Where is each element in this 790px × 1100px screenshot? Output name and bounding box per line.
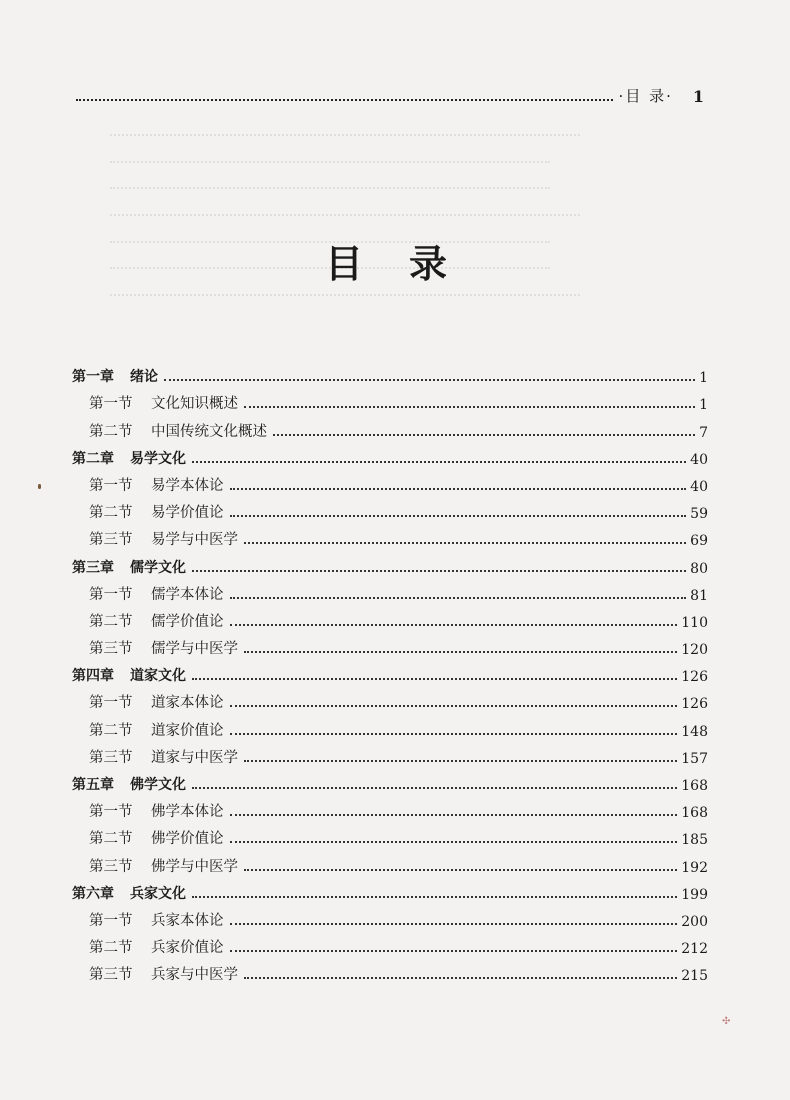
- toc-page-number: 157: [681, 750, 708, 767]
- toc-leader-dots: [230, 488, 687, 490]
- toc-entry-number: 第一节: [89, 477, 133, 494]
- toc-chapter-entry: [72, 359, 708, 386]
- toc-entry-number: 第三节: [89, 858, 133, 875]
- toc-leader-dots: [230, 597, 687, 599]
- toc-entry-title: 易学文化: [130, 450, 186, 467]
- toc-page-number: 200: [681, 913, 708, 930]
- toc-entry-label: [89, 637, 238, 658]
- toc-leader-dots: [273, 434, 695, 436]
- toc-page-number: 69: [690, 533, 708, 550]
- toc-chapter-entry: [72, 876, 708, 903]
- toc-leader-dots: [244, 869, 677, 871]
- toc-chapter-entry: [72, 441, 708, 468]
- toc-entry-title: 道家本体论: [151, 695, 224, 712]
- toc-page-number: 212: [681, 941, 708, 958]
- toc-section-entry: [72, 821, 708, 848]
- toc-entry-label: [89, 827, 224, 848]
- toc-page-number: 80: [690, 560, 708, 577]
- toc-entry-label: [89, 392, 238, 413]
- toc-page-number: 120: [681, 642, 708, 659]
- toc-entry-title: 佛学本体论: [151, 804, 224, 821]
- toc-entry-number: 第二节: [89, 722, 133, 739]
- toc-entry-title: 兵家本体论: [151, 912, 224, 929]
- toc-entry-number: 第二节: [89, 505, 133, 522]
- toc-entry-title: 儒学本体论: [151, 586, 224, 603]
- toc-page-number: 1: [699, 397, 708, 414]
- toc-entry-number: 第二节: [89, 613, 133, 630]
- toc-entry-title: 易学价值论: [151, 505, 224, 522]
- toc-leader-dots: [192, 570, 686, 572]
- toc-entry-number: 第二节: [89, 940, 133, 957]
- toc-section-entry: [72, 712, 708, 739]
- toc-section-entry: [72, 794, 708, 821]
- toc-page-number: 126: [681, 696, 708, 713]
- toc-entry-label: [89, 963, 238, 984]
- toc-page-number: 110: [681, 614, 708, 631]
- toc-section-entry: [72, 604, 708, 631]
- toc-leader-dots: [230, 705, 678, 707]
- toc-section-entry: [72, 495, 708, 522]
- toc-entry-label: [89, 420, 267, 441]
- paper-speck: [38, 484, 41, 489]
- toc-page-number: 40: [690, 478, 708, 495]
- toc-leader-dots: [244, 406, 695, 408]
- toc-entry-number: 第六章: [72, 885, 114, 902]
- toc-entry-title: 儒学与中医学: [151, 641, 238, 658]
- toc-section-entry: [72, 386, 708, 413]
- toc-entry-title: 道家文化: [130, 668, 186, 685]
- toc-entry-label: [72, 883, 186, 903]
- toc-leader-dots: [230, 733, 678, 735]
- toc-leader-dots: [244, 651, 677, 653]
- page-title-char: 录: [409, 242, 466, 286]
- toc-leader-dots: [230, 923, 678, 925]
- toc-entry-label: [89, 474, 224, 495]
- toc-page-number: 199: [681, 886, 708, 903]
- toc-section-entry: [72, 740, 708, 767]
- toc-entry-label: [89, 855, 238, 876]
- toc-leader-dots: [230, 515, 687, 517]
- toc-entry-title: 兵家价值论: [151, 940, 224, 957]
- paper-mark: ✣: [722, 1016, 731, 1027]
- toc-entry-title: 道家与中医学: [151, 749, 238, 766]
- toc-entry-title: 兵家与中医学: [151, 967, 238, 984]
- toc-leader-dots: [230, 814, 678, 816]
- toc-page-number: 168: [681, 778, 708, 794]
- toc-entry-number: 第三节: [89, 532, 133, 549]
- toc-entry-number: 第一节: [89, 695, 133, 712]
- toc-entry-title: 易学与中医学: [151, 532, 238, 549]
- toc-entry-number: 第三章: [72, 559, 114, 576]
- table-of-contents: [72, 359, 708, 984]
- toc-section-entry: [72, 631, 708, 658]
- toc-leader-dots: [192, 896, 677, 898]
- running-header-title: ·目 录·: [618, 87, 673, 105]
- toc-page-number: 168: [681, 805, 708, 822]
- toc-entry-label: [72, 665, 186, 685]
- toc-page-number: 185: [681, 832, 708, 849]
- toc-leader-dots: [244, 760, 677, 762]
- toc-page-number: 192: [681, 859, 708, 876]
- page-title: [0, 233, 790, 288]
- toc-entry-label: [89, 528, 238, 549]
- toc-section-entry: [72, 413, 708, 440]
- toc-page-number: 126: [681, 669, 708, 686]
- toc-entry-label: [89, 583, 224, 604]
- toc-page-number: 215: [681, 968, 708, 985]
- toc-entry-label: [89, 746, 238, 767]
- running-header-page-number: 1: [692, 87, 704, 106]
- toc-entry-label: [72, 774, 186, 794]
- toc-page-number: 1: [699, 370, 708, 387]
- toc-entry-title: 佛学与中医学: [151, 858, 238, 875]
- toc-entry-label: [89, 501, 224, 522]
- toc-entry-number: 第四章: [72, 668, 114, 685]
- page-title-char: 目: [324, 242, 381, 286]
- toc-section-entry: [72, 685, 708, 712]
- toc-entry-number: 第五章: [72, 777, 114, 793]
- running-header: [76, 86, 704, 106]
- toc-entry-label: [89, 909, 224, 930]
- toc-entry-label: [72, 448, 186, 468]
- toc-page-number: 40: [690, 451, 708, 468]
- toc-entry-title: 绪论: [130, 369, 158, 386]
- toc-entry-label: [72, 557, 186, 577]
- toc-leader-dots: [192, 787, 677, 789]
- toc-entry-title: 儒学文化: [130, 559, 186, 576]
- toc-entry-title: 佛学文化: [130, 777, 186, 793]
- toc-leader-dots: [244, 542, 686, 544]
- toc-entry-number: 第二节: [89, 831, 133, 848]
- toc-page-number: 59: [690, 506, 708, 523]
- toc-leader-dots: [164, 379, 695, 381]
- toc-entry-title: 儒学价值论: [151, 613, 224, 630]
- toc-entry-title: 道家价值论: [151, 722, 224, 739]
- toc-chapter-entry: [72, 767, 708, 794]
- toc-entry-title: 兵家文化: [130, 885, 186, 902]
- toc-entry-label: [89, 936, 224, 957]
- toc-section-entry: [72, 930, 708, 957]
- toc-entry-title: 中国传统文化概述: [151, 423, 267, 440]
- toc-entry-title: 佛学价值论: [151, 831, 224, 848]
- toc-leader-dots: [192, 461, 686, 463]
- toc-leader-dots: [230, 841, 678, 843]
- toc-entry-number: 第一节: [89, 586, 133, 603]
- toc-entry-number: 第三节: [89, 967, 133, 984]
- toc-entry-number: 第二章: [72, 450, 114, 467]
- toc-leader-dots: [244, 977, 677, 979]
- toc-entry-title: 文化知识概述: [151, 396, 238, 413]
- toc-entry-number: 第一章: [72, 369, 114, 386]
- toc-page-number: 7: [699, 424, 708, 441]
- toc-section-entry: [72, 577, 708, 604]
- toc-entry-number: 第一节: [89, 912, 133, 929]
- toc-section-entry: [72, 522, 708, 549]
- toc-section-entry: [72, 957, 708, 984]
- toc-entry-label: [89, 610, 224, 631]
- toc-entry-label: [89, 691, 224, 712]
- toc-entry-number: 第二节: [89, 423, 133, 440]
- toc-section-entry: [72, 903, 708, 930]
- toc-page-number: 81: [690, 587, 708, 604]
- toc-entry-label: [72, 366, 158, 386]
- toc-entry-label: [89, 800, 224, 821]
- toc-leader-dots: [230, 624, 678, 626]
- toc-leader-dots: [230, 950, 678, 952]
- header-dotted-rule: [76, 99, 613, 101]
- toc-entry-number: 第三节: [89, 641, 133, 658]
- toc-section-entry: [72, 848, 708, 875]
- toc-entry-label: [89, 719, 224, 740]
- toc-section-entry: [72, 468, 708, 495]
- toc-page-number: 148: [681, 723, 708, 740]
- toc-entry-number: 第一节: [89, 804, 133, 821]
- toc-entry-title: 易学本体论: [151, 477, 224, 494]
- toc-chapter-entry: [72, 549, 708, 576]
- toc-chapter-entry: [72, 658, 708, 685]
- toc-entry-number: 第一节: [89, 396, 133, 413]
- toc-leader-dots: [192, 678, 677, 680]
- toc-entry-number: 第三节: [89, 749, 133, 766]
